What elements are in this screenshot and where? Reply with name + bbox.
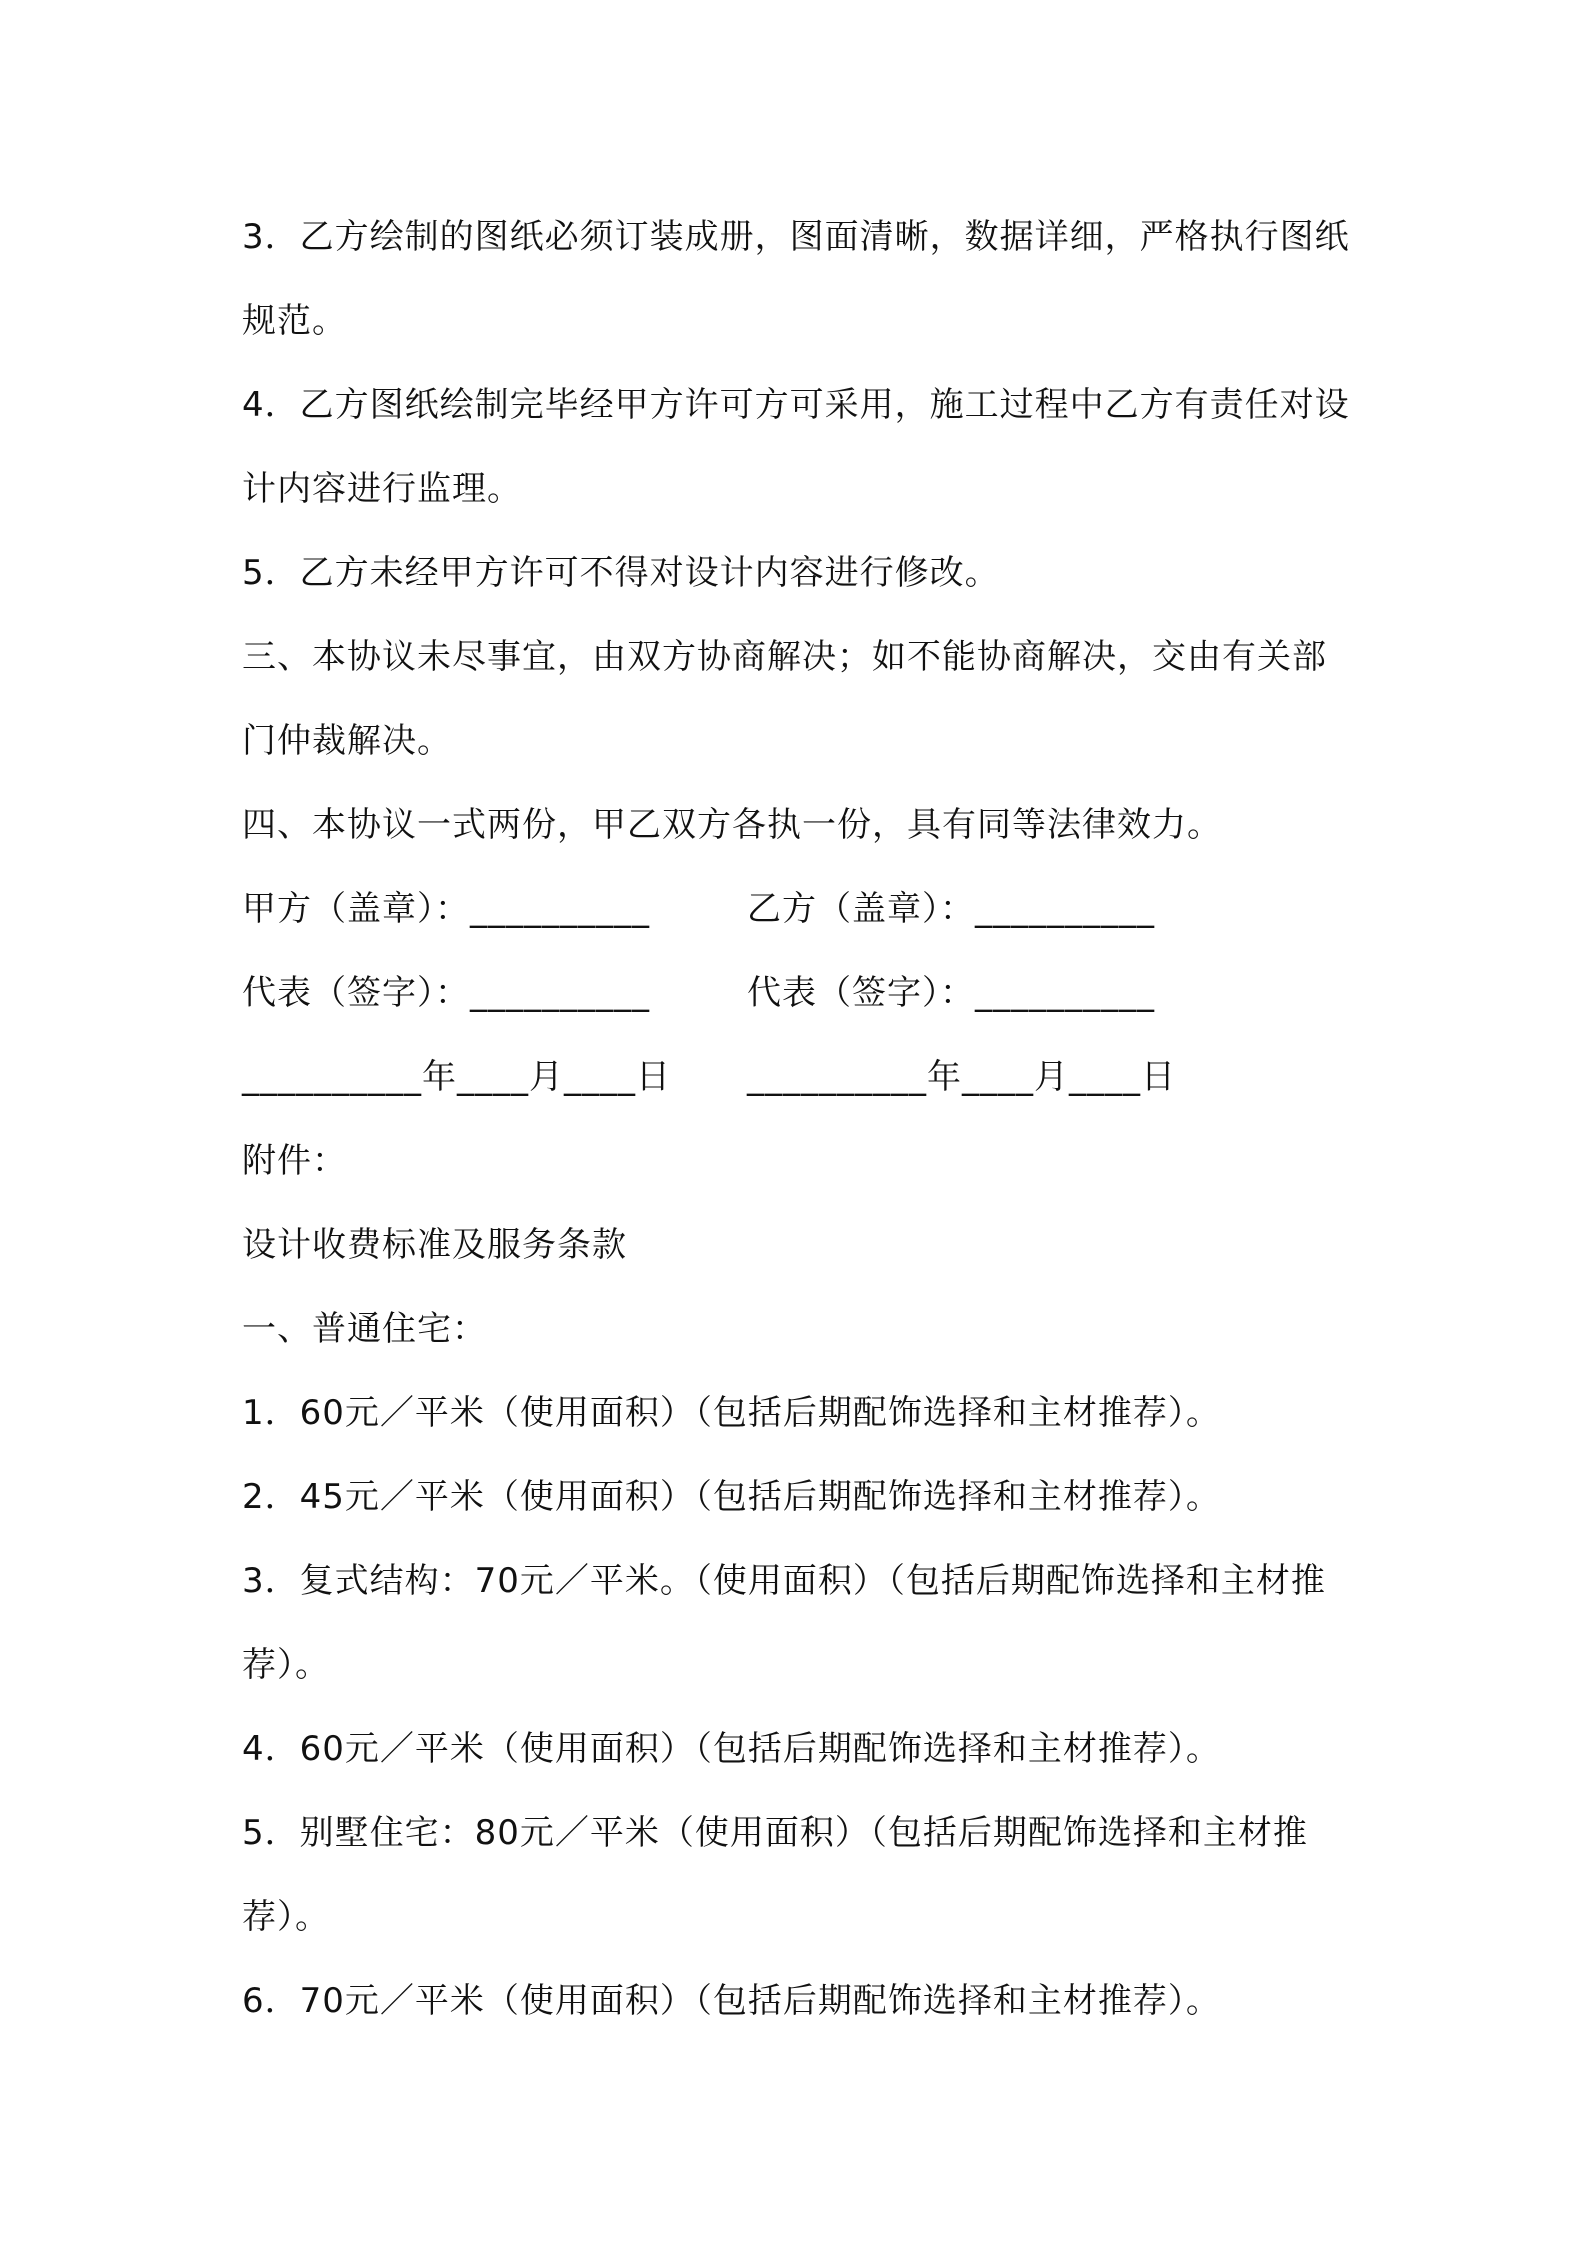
party-b-date: __________年____月____日 — [747, 1057, 1176, 1097]
clause-5: 5．乙方未经甲方许可不得对设计内容进行修改。 — [242, 553, 1000, 593]
party-a-representative: 代表（签字）：__________ — [242, 973, 650, 1013]
party-a-date: __________年____月____日 — [242, 1057, 671, 1097]
date-row — [242, 1035, 1352, 1119]
party-a-seal: 甲方（盖章）：__________ — [242, 889, 650, 929]
fee-item-3: 3．复式结构：70元／平米。（使用面积）（包括后期配饰选择和主材推荐）。 — [242, 1561, 1326, 1685]
seal-row — [242, 867, 1352, 951]
attachment-title: 设计收费标准及服务条款 — [242, 1225, 627, 1265]
fee-item-4: 4．60元／平米（使用面积）（包括后期配饰选择和主材推荐）。 — [242, 1729, 1221, 1769]
party-b-seal: 乙方（盖章）：__________ — [747, 889, 1155, 929]
document-body — [242, 195, 1352, 2043]
clause-4: 4．乙方图纸绘制完毕经甲方许可方可采用，施工过程中乙方有责任对设计内容进行监理。 — [242, 385, 1350, 509]
fee-item-2: 2．45元／平米（使用面积）（包括后期配饰选择和主材推荐）。 — [242, 1477, 1221, 1517]
fee-item-1: 1．60元／平米（使用面积）（包括后期配饰选择和主材推荐）。 — [242, 1393, 1221, 1433]
article-four: 四、本协议一式两份，甲乙双方各执一份，具有同等法律效力。 — [242, 805, 1222, 845]
section-residential: 一、普通住宅： — [242, 1309, 487, 1349]
attachment-label: 附件： — [242, 1141, 347, 1181]
clause-3: 3．乙方绘制的图纸必须订装成册，图面清晰，数据详细，严格执行图纸规范。 — [242, 217, 1350, 341]
representative-row — [242, 951, 1352, 1035]
fee-item-6: 6．70元／平米（使用面积）（包括后期配饰选择和主材推荐）。 — [242, 1981, 1221, 2021]
fee-item-5: 5．别墅住宅：80元／平米（使用面积）（包括后期配饰选择和主材推荐）。 — [242, 1813, 1308, 1937]
party-b-representative: 代表（签字）：__________ — [747, 973, 1155, 1013]
article-three: 三、本协议未尽事宜，由双方协商解决；如不能协商解决，交由有关部门仲裁解决。 — [242, 637, 1327, 761]
